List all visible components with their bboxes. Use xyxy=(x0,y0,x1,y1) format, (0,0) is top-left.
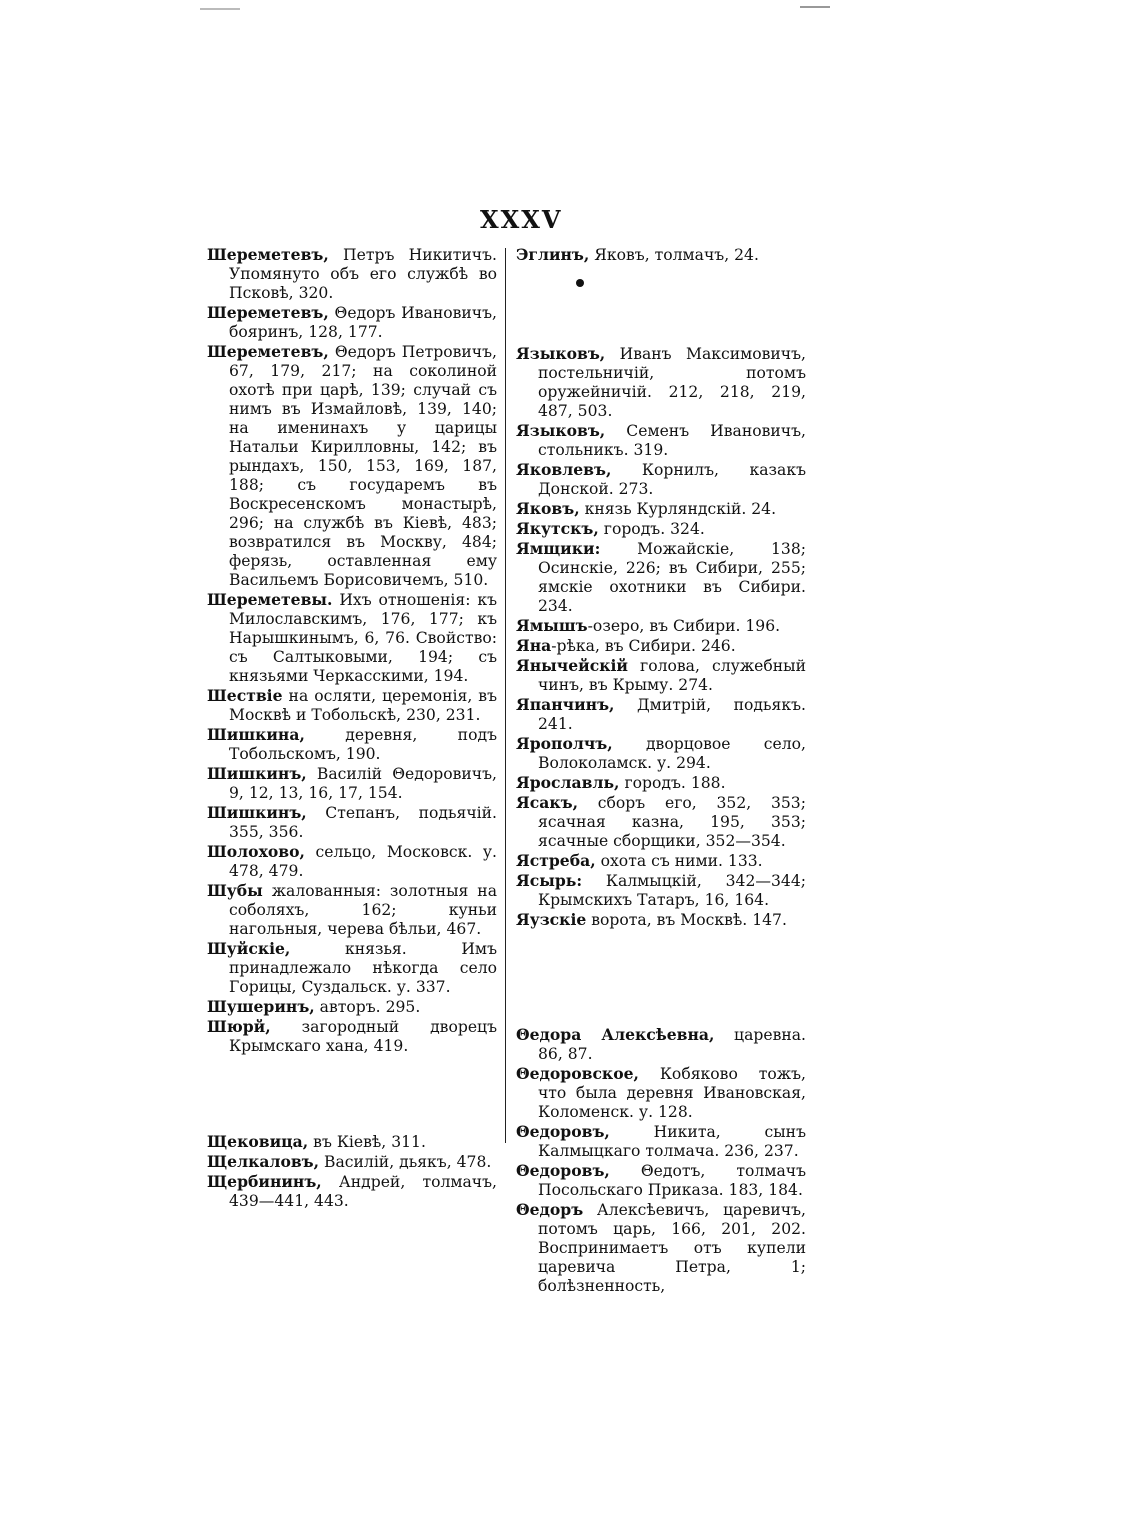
entry-text: -рѣка, въ Сибири. 246. xyxy=(551,637,736,655)
entry-text: Θедоръ Ивановичъ, бояринъ, 128, 177. xyxy=(229,304,497,341)
entry-text: Θедоръ Петровичъ, 67, 179, 217; на соколиной охотѣ при царѣ, 139; случай съ нимъ въ Измайловѣ, 139, 140; на именинахъ у царицы Натальи Кирилловны, 142; въ рындахъ, 150, 153, 169, 187, 188; съ государемъ въ Воскресенскомъ монастырѣ, 296; на службѣ въ Кіевѣ, 483; возвратился въ Москву, 484; ферязь, оставленная ему Васильемъ Борисовичемъ, 510. xyxy=(229,343,497,589)
entry-headword: Щековица, xyxy=(207,1132,309,1151)
index-entry xyxy=(516,499,806,519)
entry-headword: Шествіе xyxy=(207,686,283,705)
entry-headword: Эглинъ, xyxy=(516,245,590,264)
entry-text: Можайскіе, 138; Осинскіе, 226; въ Сибири, 255; ямскіе охотники въ Сибири. 234. xyxy=(538,540,806,615)
entry-headword: Ясырь: xyxy=(516,871,583,890)
entry-headword: Ясакъ, xyxy=(516,793,579,812)
entry-text: Василій, дьякъ, 478. xyxy=(319,1153,492,1171)
index-entry xyxy=(207,1172,497,1211)
index-entry xyxy=(207,686,497,725)
entry-text: -озеро, въ Сибири. 196. xyxy=(587,617,781,635)
left-column xyxy=(207,245,497,1211)
index-entry xyxy=(516,734,806,773)
entry-text: Никита, сынъ Калмыцкаго толмача. 236, 237. xyxy=(538,1123,806,1160)
index-entry xyxy=(516,344,806,421)
index-entry xyxy=(516,1200,806,1296)
index-entry xyxy=(207,842,497,881)
entry-headword: Шюрй, xyxy=(207,1017,271,1036)
entry-text: дворцовое село, Волоколамск. у. 294. xyxy=(538,735,806,772)
section-gap xyxy=(207,1056,497,1132)
index-entry xyxy=(516,1025,806,1064)
index-entry xyxy=(516,421,806,460)
entry-text: сельцо, Московск. у. 478, 479. xyxy=(229,843,497,880)
entry-headword: Щелкаловъ, xyxy=(207,1152,320,1171)
index-entry xyxy=(516,1064,806,1122)
entry-headword: Языковъ, xyxy=(516,421,606,440)
entry-text: Василій Θедоровичъ, 9, 12, 13, 16, 17, 154. xyxy=(229,765,497,802)
entry-headword: Языковъ, xyxy=(516,344,606,363)
index-entry xyxy=(207,1152,497,1172)
index-entry xyxy=(207,303,497,342)
section-bullet xyxy=(576,279,584,287)
entry-headword: Яна xyxy=(516,636,552,655)
index-entry xyxy=(207,245,497,303)
entry-headword: Θедора Алексѣевна, xyxy=(516,1025,715,1044)
column-divider xyxy=(505,248,506,1143)
index-entry xyxy=(516,519,806,539)
entry-text: загородный дворецъ Крымскаго хана, 419. xyxy=(229,1018,497,1055)
entry-headword: Яковъ, xyxy=(516,499,580,518)
entry-text: въ Кіевѣ, 311. xyxy=(308,1133,426,1151)
index-entry xyxy=(207,939,497,997)
entry-headword: Яковлевъ, xyxy=(516,460,612,479)
entry-headword: Ямышъ xyxy=(516,616,588,635)
entry-headword: Ястреба, xyxy=(516,851,596,870)
index-entry xyxy=(516,636,806,656)
entry-text: Кобяково тожъ, что была деревня Ивановская, Коломенск. у. 128. xyxy=(538,1065,806,1121)
index-entry xyxy=(516,871,806,910)
index-entry xyxy=(516,539,806,616)
index-entry xyxy=(207,764,497,803)
entry-headword: Ярополчъ, xyxy=(516,734,613,753)
entry-text: Степанъ, подьячій. 355, 356. xyxy=(229,804,497,841)
entry-text: голова, служебный чинъ, въ Крыму. 274. xyxy=(538,657,806,694)
entry-text: деревня, подъ Тобольскомъ, 190. xyxy=(229,726,497,763)
entry-headword: Шишкинъ, xyxy=(207,803,307,822)
entry-headword: Шубы xyxy=(207,881,263,900)
entry-headword: Θедоровское, xyxy=(516,1064,639,1083)
index-entry xyxy=(207,590,497,686)
entry-text: Яковъ, толмачъ, 24. xyxy=(589,246,759,264)
entry-text: Калмыцкій, 342—344; Крымскихъ Татаръ, 16, 164. xyxy=(538,872,806,909)
entry-text: городъ. 188. xyxy=(619,774,726,792)
entry-text: сборъ его, 352, 353; ясачная казна, 195, 353; ясачные сборщики, 352—354. xyxy=(538,794,806,850)
entry-text: охота съ ними. 133. xyxy=(595,852,763,870)
entry-text: князья. Имъ принадлежало нѣкогда село Горицы, Суздальск. у. 337. xyxy=(229,940,497,996)
index-entry xyxy=(207,881,497,939)
index-entry xyxy=(207,725,497,764)
entry-headword: Ямщики: xyxy=(516,539,601,558)
index-entry xyxy=(207,803,497,842)
entry-text: князь Курляндскій. 24. xyxy=(579,500,777,518)
entry-headword: Якутскъ, xyxy=(516,519,599,538)
entry-text: Иванъ Максимовичъ, постельничій, потомъ оружейничій. 212, 218, 219, 487, 503. xyxy=(538,345,806,420)
index-entry xyxy=(516,656,806,695)
entry-text: городъ. 324. xyxy=(598,520,705,538)
index-entry xyxy=(516,1161,806,1200)
index-entry xyxy=(516,910,806,930)
entry-text: Ихъ отношенія: къ Милославскимъ, 176, 177; къ Нарышкинымъ, 6, 76. Свойство: съ Салтыковыми, 194; съ князьями Черкасскими, 194. xyxy=(229,591,497,685)
entry-headword: Шуйскіе, xyxy=(207,939,291,958)
entry-text: Корнилъ, казакъ Донской. 273. xyxy=(538,461,806,498)
entry-headword: Ярославль, xyxy=(516,773,620,792)
entry-headword: Θедоровъ, xyxy=(516,1122,610,1141)
entry-headword: Шереметевъ, xyxy=(207,342,329,361)
entry-text: на осляти, церемонія, въ Москвѣ и Тобольскѣ, 230, 231. xyxy=(229,687,497,724)
entry-headword: Шереметевы. xyxy=(207,590,333,609)
index-entry xyxy=(207,1132,497,1152)
entry-headword: Шишкинъ, xyxy=(207,764,307,783)
index-entry xyxy=(207,342,497,590)
entry-headword: Θедоръ xyxy=(516,1200,584,1219)
entry-headword: Япанчинъ, xyxy=(516,695,615,714)
entry-headword: Шишкина, xyxy=(207,725,305,744)
entry-text: царевна. 86, 87. xyxy=(538,1026,807,1063)
entry-text: Семенъ Ивановичъ, стольникъ. 319. xyxy=(538,422,806,459)
entry-headword: Шереметевъ, xyxy=(207,245,329,264)
entry-text: Дмитрій, подьякъ. 241. xyxy=(538,696,806,733)
entry-text: авторъ. 295. xyxy=(314,998,421,1016)
entry-headword: Шереметевъ, xyxy=(207,303,329,322)
index-entry xyxy=(207,997,497,1017)
entry-headword: Янычейскій xyxy=(516,656,628,675)
section-gap xyxy=(516,287,806,344)
entry-text: Андрей, толмачъ, 439—441, 443. xyxy=(229,1173,497,1210)
section-gap xyxy=(516,930,806,1025)
page-number: XXXV xyxy=(480,205,563,234)
entry-headword: Щербининъ, xyxy=(207,1172,322,1191)
index-entry xyxy=(516,793,806,851)
index-entry xyxy=(516,245,806,265)
index-entry xyxy=(207,1017,497,1056)
index-entry xyxy=(516,460,806,499)
entry-headword: Яузскіе xyxy=(516,910,587,929)
entry-text: жалованныя: золотныя на соболяхъ, 162; куньи нагольныя, черева бѣльи, 467. xyxy=(229,882,497,938)
entry-text: Θедотъ, толмачъ Посольскаго Приказа. 183, 184. xyxy=(538,1162,806,1199)
right-column xyxy=(516,245,806,1296)
entry-text: Алексѣевичъ, царевичъ, потомъ царь, 166, 201, 202. Воспринимаетъ отъ купели царевича Петра, 1; болѣзненность, xyxy=(538,1201,806,1295)
index-entry xyxy=(516,616,806,636)
entry-headword: Шушеринъ, xyxy=(207,997,315,1016)
entry-text: Петръ Никитичъ. Упомянуто объ его службѣ во Псковѣ, 320. xyxy=(229,246,497,302)
entry-headword: Шолохово, xyxy=(207,842,305,861)
entry-text: ворота, въ Москвѣ. 147. xyxy=(586,911,787,929)
index-entry xyxy=(516,851,806,871)
entry-headword: Θедоровъ, xyxy=(516,1161,610,1180)
index-entry xyxy=(516,1122,806,1161)
index-entry xyxy=(516,773,806,793)
index-entry xyxy=(516,695,806,734)
